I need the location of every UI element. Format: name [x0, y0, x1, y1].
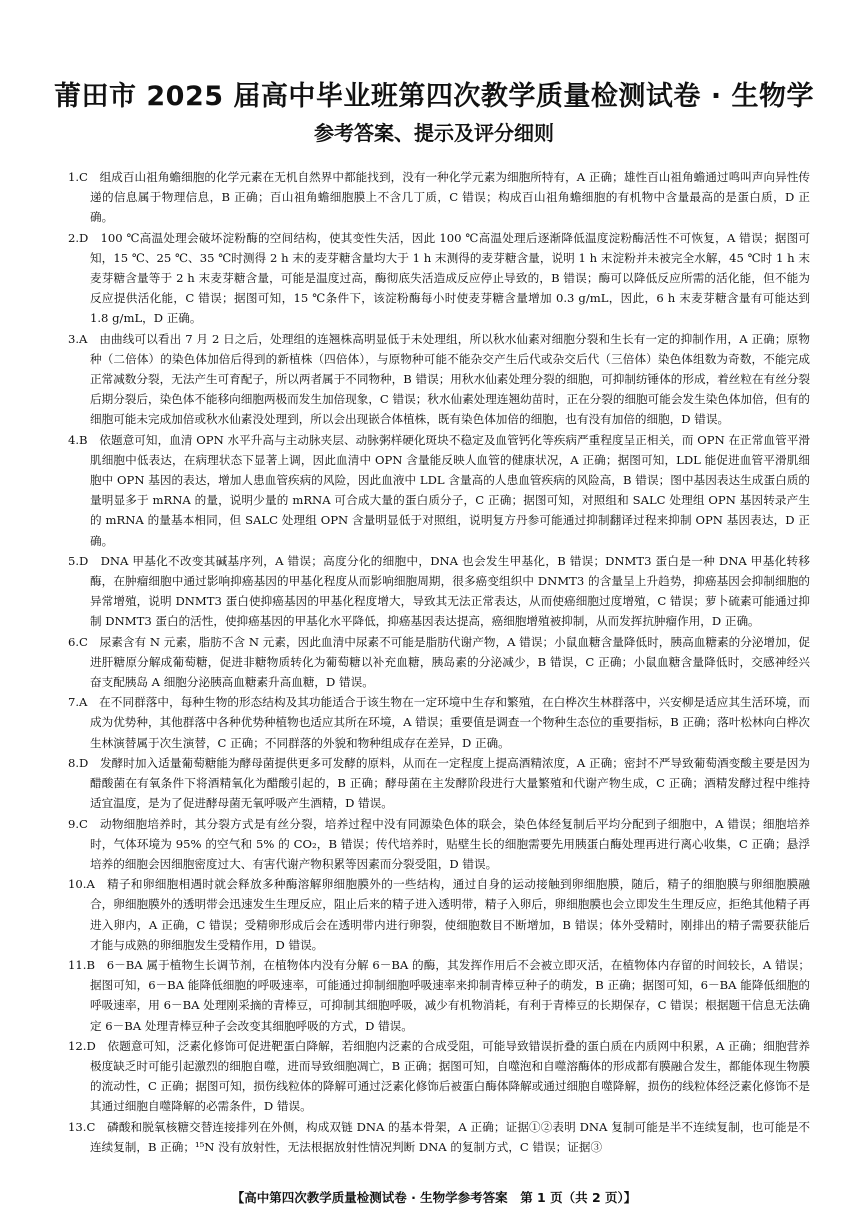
- answer-number: 7.A: [68, 695, 88, 710]
- answer-number: 5.D: [68, 553, 89, 568]
- answer-number: 4.B: [68, 432, 88, 447]
- answer-explanation: 由曲线可以看出 7 月 2 日之后，处理组的连翘株高明显低于未处理组，所以秋水仙素对细胞分裂和生长有一定的抑制作用，A 正确；原物种（二倍体）的染色体加倍后得到的新植株（四倍体），与原物种可能不能杂交产生后代或杂交后代（三倍体）染色体组数为奇数，不能完成正常减数分裂，无法产生可育配子，所以两者属于不同物种，B 错误；用秋水仙素处理分裂的细胞，可抑制纺锤体的形成，着丝粒在有丝分裂后期分裂后，染色体不能移向细胞两极而发生加倍现象，C 错误；秋水仙素处理连翘幼苗时，正在分裂的细胞可能会发生染色体加倍，但有的细胞可能未完成加倍或秋水仙素没处理到，所以会出现嵌合体植株，既有染色体加倍的细胞，也有没有加倍的细胞，D 错误。: [90, 331, 810, 427]
- answer-number: 1.C: [68, 170, 88, 184]
- answer-number: 2.D: [68, 230, 89, 245]
- answer-number: 3.A: [68, 331, 88, 346]
- answer-item: [68, 814, 810, 875]
- answer-explanation: DNA 甲基化不改变其碱基序列，A 错误；高度分化的细胞中，DNA 也会发生甲基化，B 错误；DNMT3 蛋白是一种 DNA 甲基化转移酶，在肿瘤细胞中通过影响抑癌基因的甲基化程度从而影响细胞周期，很多癌变组织中 DNMT3 的含量呈上升趋势，抑癌基因会抑制细胞的异常增殖，说明 DNMT3 蛋白使抑癌基因的甲基化程度增大，导致其无法正常表达，从而使癌细胞过度增殖，C 错误；萝卜硫素可能通过抑制 DNMT3 蛋白的活性，使抑癌基因的甲基化水平降低，抑癌基因表达提高，癌细胞增殖被抑制，从而发挥抗肿瘤作用，D 正确。: [90, 553, 810, 629]
- answer-item: [68, 692, 810, 753]
- answer-explanation: 6－BA 属于植物生长调节剂，在植物体内没有分解 6－BA 的酶，其发挥作用后不会被立即灭活，在植物体内存留的时间较长，A 错误；据图可知，6－BA 能降低细胞的呼吸速率，可能通过抑制细胞呼吸速率来抑制青棒豆种子的萌发，B 正确；据图可知，6－BA 能降低细胞的呼吸速率，用 6－BA 处理刚采摘的青棒豆，可抑制其细胞呼吸，减少有机物消耗，有利于青棒豆的长期保存，C 错误；根据题干信息无法确定 6－BA 处理青棒豆种子会改变其细胞呼吸的方式，D 错误。: [90, 957, 810, 1033]
- answer-explanation: 在不同群落中，每种生物的形态结构及其功能适合于该生物在一定环境中生存和繁殖，在白桦次生林群落中，兴安柳是适应其生活环境，而成为优势种，其他群落中各种优势种植物也适应其所在环境，A 错误；重要值是调查一个物种生态位的重要指标，B 正确；落叶松林向白桦次生林演替属于次生演替，C 正确；不同群落的外貌和物种组成存在差异，D 正确。: [90, 695, 810, 750]
- answer-number: 12.D: [68, 1038, 96, 1053]
- answer-number: 13.C: [68, 1119, 96, 1134]
- answer-list: [68, 167, 810, 1157]
- answer-explanation: 精子和卵细胞相遇时就会释放多种酶溶解卵细胞膜外的一些结构，通过自身的运动接触到卵细胞膜，随后，精子的细胞膜与卵细胞膜融合，卵细胞膜外的透明带会迅速发生生理反应，阻止后来的精子进入透明带，精子入卵后，卵细胞膜也会立即发生生理反应，拒绝其他精子再进入卵内，A 正确，C 错误；受精卵形成后会在透明带内进行卵裂，使细胞数目不断增加，B 错误；体外受精时，刚排出的精子需要获能后才能与成熟的卵细胞发生受精作用，D 错误。: [90, 877, 810, 952]
- answer-number: 9.C: [68, 816, 88, 831]
- answer-item: [68, 551, 810, 632]
- answer-item: [68, 228, 810, 329]
- answer-explanation: 依题意可知，泛素化修饰可促进靶蛋白降解，若细胞内泛素的合成受阻，可能导致错误折叠的蛋白质在内质网中积累，A 正确；细胞营养极度缺乏时可能引起激烈的细胞自噬，进而导致细胞凋亡，B 正确；据图可知，自噬泡和自噬溶酶体的形成都有膜融合发生，都能体现生物膜的流动性，C 正确；据图可知，损伤线粒体的降解可通过泛素化修饰后被蛋白酶体降解或通过细胞自噬降解，损伤的线粒体经泛素化修饰不是其通过细胞自噬降解的必需条件，D 错误。: [90, 1038, 810, 1114]
- answer-explanation: 动物细胞培养时，其分裂方式是有丝分裂，培养过程中没有同源染色体的联会，染色体经复制后平均分配到子细胞中，A 错误；细胞培养时，气体环境为 95% 的空气和 5% 的 CO₂，B 错误；传代培养时，贴壁生长的细胞需要先用胰蛋白酶处理再进行离心收集，C 正确；悬浮培养的细胞会因细胞密度过大、有害代谢产物积累等因素而分裂受阻，D 错误。: [90, 816, 810, 871]
- answer-number: 10.A: [68, 877, 95, 892]
- document-title: 莆田市 2025 届高中毕业班第四次教学质量检测试卷 · 生物学: [53, 81, 814, 112]
- document-subtitle: 参考答案、提示及评分细则: [314, 121, 554, 145]
- page-footer: 【高中第四次教学质量检测试卷 · 生物学参考答案 第 1 页（共 2 页）】: [231, 1190, 637, 1205]
- answer-number: 8.D: [68, 755, 89, 770]
- answer-explanation: 依题意可知，血清 OPN 水平升高与主动脉夹层、动脉粥样硬化斑块不稳定及血管钙化等疾病严重程度呈正相关，而 OPN 在正常血管平滑肌细胞中低表达，在病理状态下显著上调，因此血清中 OPN 含量能反映人血管的健康状况，A 正确；据图可知，LDL 能促进血管平滑肌细胞中 OPN 基因的表达，增加人患血管疾病的风险，因此血液中 LDL 含量高的人患血管疾病的风险高，B 错误；图中基因表达生成蛋白质的量明显多于 mRNA 的量，说明少量的 mRNA 可合成大量的蛋白质分子，C 正确；据图可知，对照组和 SALC 处理组 OPN 基因转录产生的 mRNA 的量基本相同，但 SALC 处理组 OPN 含量明显低于对照组，说明复方丹参可能通过抑制翻译过程来抑制 OPN 基因表达，D 正确。: [90, 432, 810, 548]
- answer-explanation: 发酵时加入适量葡萄糖能为酵母菌提供更多可发酵的原料，从而在一定程度上提高酒精浓度，A 正确；密封不严导致葡萄酒变酸主要是因为醋酸菌在有氧条件下将酒精氧化为醋酸引起的，B 正确；酵母菌在主发酵阶段进行大量繁殖和代谢产物生成，C 正确；酒精发酵过程中维持适宜温度，是为了促进酵母菌无氧呼吸产生酒精，D 错误。: [90, 755, 810, 811]
- answer-item: [68, 753, 810, 814]
- answer-explanation: 磷酸和脱氧核糖交替连接排列在外侧，构成双链 DNA 的基本骨架，A 正确；证据①②表明 DNA 复制可能是半不连续复制，也可能是不连续复制，B 正确；¹⁵N 没有放射性，无法根据放射性情况判断 DNA 的复制方式，C 错误；证据③: [90, 1119, 810, 1154]
- answer-number: 11.B: [68, 957, 95, 972]
- answer-explanation: 尿素含有 N 元素，脂肪不含 N 元素，因此血清中尿素不可能是脂肪代谢产物，A 错误；小鼠血糖含量降低时，胰高血糖素的分泌增加，促进肝糖原分解成葡萄糖，促进非糖物质转化为葡萄糖以补充血糖，胰岛素的分泌减少，B 错误，C 正确；小鼠血糖含量降低时，交感神经兴奋支配胰岛 A 细胞分泌胰高血糖素升高血糖，D 错误。: [90, 634, 810, 690]
- answer-item: [68, 430, 810, 551]
- answer-item: [68, 329, 810, 430]
- answer-item: [68, 1117, 810, 1157]
- answer-number: 6.C: [68, 634, 88, 649]
- answer-explanation: 组成百山祖角蟾细胞的化学元素在无机自然界中都能找到，没有一种化学元素为细胞所特有，A 正确；雄性百山祖角蟾通过鸣叫声向异性传递的信息属于物理信息，B 正确；百山祖角蟾细胞膜上不含几丁质，C 错误；构成百山祖角蟾细胞的有机物中含量最高的是蛋白质，D 正确。: [90, 170, 810, 225]
- answer-item: [68, 874, 810, 955]
- answer-item: [68, 1036, 810, 1117]
- answer-item: [68, 167, 810, 228]
- answer-item: [68, 955, 810, 1036]
- answer-explanation: 100 ℃高温处理会破坏淀粉酶的空间结构，使其变性失活，因此 100 ℃高温处理后逐渐降低温度淀粉酶活性不可恢复，A 错误；据图可知，15 ℃、25 ℃、35 ℃时测得 2 h 末的麦芽糖含量均大于 1 h 末测得的麦芽糖含量，说明 1 h 末淀粉并未被完全水解，45 ℃时 1 h 末麦芽糖含量等于 2 h 末麦芽糖含量，可能是温度过高，酶彻底失活造成反应停止导致的，B 错误；酶可以降低反应所需的活化能，但不能为反应提供活化能，C 错误；据图可知，15 ℃条件下，该淀粉酶每小时使麦芽糖含量增加 0.3 g/mL，因此，6 h 末麦芽糖含量有可能达到 1.8 g/mL，D 正确。: [90, 230, 810, 326]
- answer-item: [68, 632, 810, 693]
